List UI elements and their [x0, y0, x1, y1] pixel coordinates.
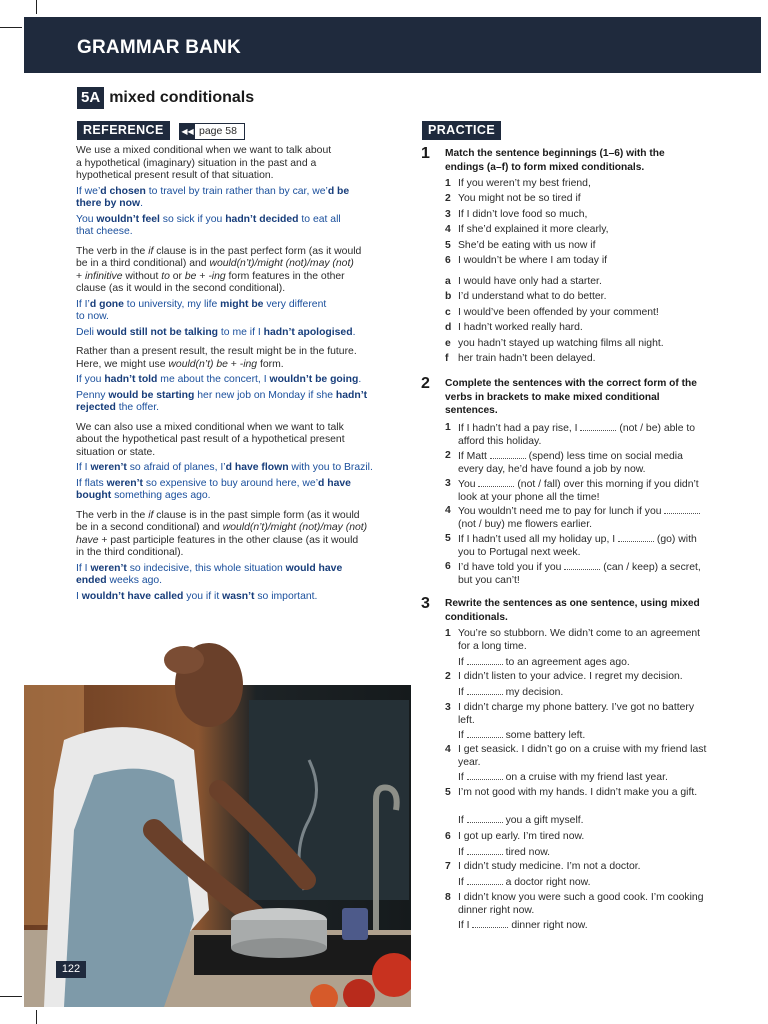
list-item	[445, 892, 707, 917]
ref-line: We use a mixed conditional when we want to talk about	[76, 145, 332, 156]
item-number: 2	[445, 450, 451, 461]
item-text: I would have only had a starter.	[458, 276, 602, 287]
item-number: 4	[445, 224, 451, 235]
answer-line	[445, 919, 707, 933]
man-cooking-illustration	[24, 630, 411, 1007]
unit-code: 5A	[77, 87, 104, 109]
page-link-text: page 58	[199, 125, 237, 137]
item-number: 1	[445, 422, 451, 433]
exercise-1	[421, 144, 711, 369]
answer-prefix: If	[458, 730, 464, 741]
page-number: 122	[56, 961, 86, 978]
ref-para: We can also use a mixed conditional when we want to talk about the hypothetical past result of a hypothetical present situation or state.	[76, 421, 345, 458]
ref-line: hypothetical present result of that situation.	[76, 170, 274, 181]
item-number: 3	[445, 209, 451, 220]
answer-blank[interactable]	[618, 533, 654, 542]
crop-mark	[0, 27, 22, 28]
ref-example: Deli would still not be talking to me if I hadn’t apologised.	[76, 326, 356, 338]
item-number: 8	[445, 892, 451, 903]
exercise-number: 1	[421, 145, 430, 162]
ref-example: If you hadn’t told me about the concert, I wouldn’t be going.	[76, 374, 362, 385]
item-text: If Matt	[458, 451, 487, 462]
list-item	[445, 478, 707, 504]
crop-mark	[0, 996, 22, 997]
answer-suffix: you a gift myself.	[505, 815, 584, 826]
exercise-number: 2	[421, 375, 430, 392]
item-text: If I didn’t love food so much,	[458, 209, 588, 220]
answer-prefix: If I	[458, 920, 470, 931]
answer-blank[interactable]	[467, 814, 503, 823]
page-link[interactable]	[179, 123, 245, 140]
exercise-instruction: Rewrite the sentences as one sentence, using mixed conditionals.	[445, 598, 700, 623]
list-item	[445, 744, 707, 769]
reference-label: REFERENCE	[77, 121, 170, 140]
answer-line	[445, 686, 707, 700]
exercise-instruction: Match the sentence beginnings (1–6) with the endings (a–f) to form mixed conditionals.	[445, 148, 665, 173]
item-letter: b	[445, 291, 452, 302]
answer-blank[interactable]	[467, 771, 503, 780]
item-text: (not / buy) me flowers earlier.	[458, 518, 592, 530]
item-letter: e	[445, 338, 451, 349]
ref-example: If we’d chosen to travel by train rather than by car, we’d be there by now.	[76, 185, 350, 209]
page-header	[24, 17, 761, 73]
answer-prefix: If	[458, 815, 464, 826]
item-text: (can / keep) a secret, but you can’t!	[458, 562, 701, 586]
list-item	[445, 628, 707, 653]
answer-blank[interactable]	[467, 656, 503, 665]
answer-blank[interactable]	[467, 686, 503, 695]
item-text: I would’ve been offended by your comment!	[458, 307, 659, 318]
list-item	[445, 702, 707, 727]
ref-example: If I weren’t so afraid of planes, I’d have flown with you to Brazil.	[76, 462, 373, 473]
item-letter: d	[445, 322, 452, 333]
ref-example: If I weren’t so indecisive, this whole situation would have ended weeks ago.	[76, 562, 343, 586]
list-item	[445, 178, 707, 191]
ref-para: Rather than a present result, the result might be in the future. Here, we might use would(n’t) be + -ing form.	[76, 346, 357, 370]
item-number: 3	[445, 702, 451, 713]
item-text: I wouldn’t be where I am today if	[458, 255, 608, 266]
item-text: If she’d explained it more clearly,	[458, 224, 609, 235]
item-text: She’d be eating with us now if	[458, 240, 596, 251]
item-text: I didn’t study medicine. I’m not a doctor.	[458, 861, 641, 872]
item-text: If I hadn’t used all my holiday up, I	[458, 534, 616, 545]
unit-title: mixed conditionals	[109, 89, 255, 106]
list-item	[445, 353, 707, 366]
answer-suffix: dinner right now.	[511, 920, 588, 931]
list-item	[445, 561, 707, 587]
item-number: 5	[445, 533, 451, 544]
list-item	[445, 240, 707, 253]
list-item	[445, 291, 707, 304]
answer-suffix: tired now.	[505, 847, 551, 858]
item-text: I didn’t know you were such a good cook. I’m cooking dinner right now.	[458, 892, 704, 916]
ref-line: a hypothetical (imaginary) situation in the past and a	[76, 157, 317, 169]
item-text: I get seasick. I didn’t go on a cruise with my friend last year.	[458, 744, 707, 768]
exercise-3	[421, 594, 711, 939]
list-item	[445, 533, 707, 559]
answer-blank[interactable]	[467, 876, 503, 885]
item-text: her train hadn’t been delayed.	[458, 353, 596, 364]
list-item	[445, 224, 707, 237]
item-number: 6	[445, 561, 451, 572]
answer-blank[interactable]	[478, 478, 514, 487]
answer-suffix: to an agreement ages ago.	[505, 657, 630, 668]
exercise-2	[421, 374, 711, 589]
item-text: you hadn’t stayed up watching films all night.	[458, 338, 664, 349]
answer-prefix: If	[458, 847, 464, 858]
practice-label: PRACTICE	[422, 121, 501, 140]
answer-prefix: If	[458, 687, 464, 698]
item-number: 1	[445, 628, 451, 639]
item-text: If I hadn’t had a pay rise, I	[458, 423, 578, 434]
item-text: You wouldn’t need me to pay for lunch if you	[458, 506, 662, 517]
answer-blank[interactable]	[564, 561, 600, 570]
item-number: 2	[445, 193, 451, 204]
list-item	[445, 671, 707, 684]
item-text: I’d have told you if you	[458, 562, 562, 573]
answer-line	[445, 729, 707, 743]
ref-example: I wouldn’t have called you if it wasn’t so important.	[76, 590, 318, 602]
list-item	[445, 276, 707, 289]
list-item	[445, 193, 707, 206]
item-text: You’re so stubborn. We didn’t come to an agreement for a long time.	[458, 628, 701, 652]
item-letter: f	[445, 353, 449, 364]
list-item	[445, 505, 707, 531]
reference-text	[76, 145, 396, 606]
item-text: I’m not good with my hands. I didn’t make you a gift.	[458, 787, 698, 798]
item-text: You might not be so tired if	[458, 193, 581, 204]
item-letter: a	[445, 276, 451, 287]
item-text: (not / be) able to afford this holiday.	[458, 423, 696, 447]
answer-suffix: some battery left.	[505, 730, 586, 741]
crop-mark	[36, 1010, 37, 1024]
item-number: 2	[445, 671, 451, 682]
answer-prefix: If	[458, 877, 464, 888]
answer-prefix: If	[458, 657, 464, 668]
exercise-number: 3	[421, 595, 430, 612]
item-number: 5	[445, 787, 451, 798]
item-text: I’d understand what to do better.	[458, 291, 607, 302]
item-text: (not / fall) over this morning if you didn’t look at your phone all the time!	[458, 479, 699, 503]
list-item	[445, 307, 707, 320]
item-number: 4	[445, 505, 451, 516]
list-item	[445, 450, 707, 476]
list-item	[445, 831, 707, 844]
answer-prefix: If	[458, 772, 464, 783]
answer-blank[interactable]	[580, 422, 616, 431]
item-text: I didn’t listen to your advice. I regret my decision.	[458, 671, 683, 682]
answer-suffix: my decision.	[505, 687, 564, 698]
page-title: GRAMMAR BANK	[77, 37, 241, 58]
item-number: 4	[445, 744, 451, 755]
answer-blank[interactable]	[490, 450, 526, 459]
list-item	[445, 338, 707, 351]
item-text: You	[458, 479, 476, 490]
unit-heading	[77, 87, 254, 109]
item-text: I didn’t charge my phone battery. I’ve got no battery left.	[458, 702, 695, 726]
exercise-instruction: Complete the sentences with the correct form of the verbs in brackets to make mixed conditional sentences.	[445, 378, 697, 416]
answer-blank[interactable]	[664, 505, 700, 514]
ref-para	[76, 145, 396, 183]
cooking-photo	[24, 630, 411, 1007]
item-number: 7	[445, 861, 451, 872]
rewind-icon: ◀◀	[180, 124, 195, 139]
item-number: 3	[445, 478, 451, 489]
ref-para: The verb in the if clause is in the past simple form (as it would be in a second conditional) and would(n’t)/might (not)/may (not) have + past participle features in the other clause (as it would in the third conditional).	[76, 509, 368, 558]
ref-example: If flats weren’t so expensive to buy around here, we’d have bought something ages ago.	[76, 477, 351, 501]
item-number: 1	[445, 178, 451, 189]
item-text: If you weren’t my best friend,	[458, 178, 591, 189]
item-number: 6	[445, 255, 451, 266]
item-text: I hadn’t worked really hard.	[458, 322, 583, 333]
answer-suffix: on a cruise with my friend last year.	[505, 772, 668, 783]
answer-suffix: a doctor right now.	[505, 877, 591, 888]
answer-blank[interactable]	[467, 846, 503, 855]
list-item	[445, 861, 707, 874]
answer-line	[445, 876, 707, 890]
answer-line	[445, 656, 707, 670]
item-text: (spend) less time on social media every day, he’d have found a job by now.	[458, 451, 683, 475]
item-letter: c	[445, 307, 451, 318]
item-text: I got up early. I’m tired now.	[458, 831, 585, 842]
ref-example: Penny would be starting her new job on Monday if she hadn’t rejected the offer.	[76, 389, 368, 413]
answer-blank[interactable]	[467, 729, 503, 738]
list-item	[445, 322, 707, 335]
item-number: 6	[445, 831, 451, 842]
ref-example: You wouldn’t feel so sick if you hadn’t decided to eat all that cheese.	[76, 213, 341, 237]
crop-mark	[36, 0, 37, 14]
list-item	[445, 422, 707, 448]
answer-line	[445, 771, 707, 785]
list-item	[445, 209, 707, 222]
ref-para: The verb in the if clause is in the past perfect form (as it would be in a third conditional) and would(n’t)/might (not)/may (not) + infinitive without to or be + -ing form features in the other clause (as it would in the second conditional).	[76, 245, 362, 294]
answer-line	[445, 814, 707, 828]
list-item	[445, 255, 707, 268]
list-item	[445, 787, 707, 800]
answer-blank[interactable]	[472, 919, 508, 928]
item-number: 5	[445, 240, 451, 251]
ref-example: If I’d gone to university, my life might be very different to now.	[76, 298, 327, 322]
item-text: (go) with you to Portugal next week.	[458, 534, 697, 558]
answer-line	[445, 846, 707, 860]
